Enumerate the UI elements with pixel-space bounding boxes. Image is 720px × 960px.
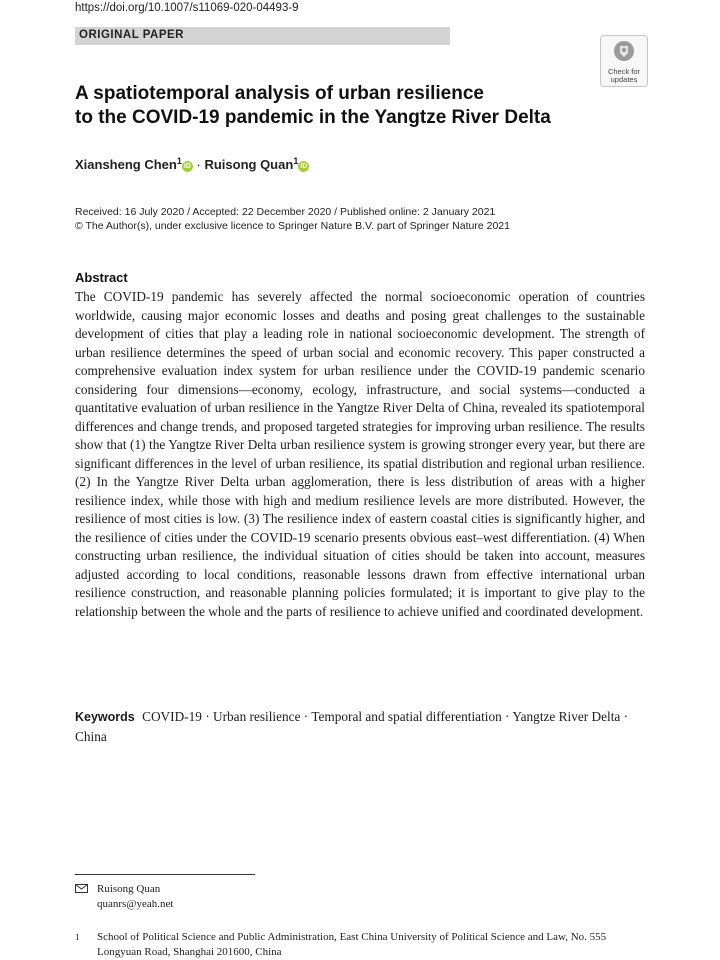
check-for-updates-text (601, 68, 647, 84)
publication-dates (75, 205, 510, 233)
abstract-text: The COVID-19 pandemic has severely affected the normal socioeconomic operation of countries worldwide, causing major economic losses and deaths and posing great challenges to the sustainable development of cities that play a leading role in national socioeconomic development. The strength of urban resilience determines the speed of urban social and economic recovery. This paper constructed a comprehensive evaluation index system for urban resilience under the COVID-19 pandemic scenario considering four dimensions—economy, ecology, infrastructure, and social systems—conducted a quantitative evaluation of urban resilience in the Yangtze River Delta of China, revealed its spatiotemporal differences and change trends, and proposed targeted strategies for improving urban resilience. The results show that (1) the Yangtze River Delta urban resilience system is growing stronger every year, but there are significant differences in the level of urban resilience, its spatial distribution and regional urban resilience. (2) In the Yangtze River Delta urban agglomeration, there is less distribution of areas with a higher resilience index, while those with high and medium resilience levels are more distributed. However, the resilience of most cities is low. (3) The resilience index of eastern coastal cities is significantly higher, and the resilience of cities under the COVID-19 scenario presents obvious east–west differentiation. (4) When constructing urban resilience, the individual situation of cities should be taken into account, measures adjusted according to local conditions, reasonable lessons drawn from effective international urban resilience construction, and reasonable planning policies formulated; it is important to give play to the relationship between the whole and the parts of resilience to achieve unified and coordinated development. (75, 289, 645, 619)
author-list (75, 156, 309, 172)
author-name[interactable]: Ruisong Quan (204, 157, 294, 172)
copyright-notice: © The Author(s), under exclusive licence to Springer Nature B.V. part of Springer Nature 2021 (75, 220, 510, 232)
corresponding-author-name: Ruisong Quan (97, 883, 161, 895)
history-dates: Received: 16 July 2020 / Accepted: 22 December 2020 / Published online: 2 January 2021 (75, 206, 496, 218)
paper-title (75, 82, 595, 130)
check-for-updates-icon (612, 40, 636, 62)
footnote-divider (75, 874, 255, 875)
author-name[interactable]: Xiansheng Chen (75, 157, 177, 172)
affiliation-number: 1 (75, 932, 80, 942)
author-separator: · (196, 157, 201, 172)
paper-title-line2: to the COVID-19 pandemic in the Yangtze River Delta (75, 107, 551, 128)
keywords-text: COVID-19 · Urban resilience · Temporal and spatial differentiation · Yangtze River Delta · China (75, 709, 629, 744)
check-for-updates-line1: Check for (607, 67, 641, 76)
article-type-label: ORIGINAL PAPER (79, 29, 184, 41)
article-type-banner (75, 27, 450, 45)
check-for-updates-line2: updates (610, 75, 638, 84)
abstract-heading: Abstract (75, 270, 128, 285)
check-for-updates-badge[interactable] (600, 35, 648, 87)
keywords-section (75, 707, 645, 746)
orcid-icon[interactable]: iD (183, 163, 191, 170)
author-affiliation-mark: 1 (176, 156, 182, 166)
envelope-icon (75, 884, 88, 893)
orcid-icon[interactable]: iD (300, 163, 308, 170)
corresponding-author-email[interactable]: quanrs@yeah.net (97, 898, 174, 910)
affiliation-text: School of Political Science and Public Administration, East China University of Political Science and Law, No. 555 Longyuan Road, Shanghai 201600, China (97, 931, 607, 958)
author-affiliation-mark: 1 (293, 156, 299, 166)
keywords-label: Keywords (75, 710, 135, 724)
doi-link[interactable]: https://doi.org/10.1007/s11069-020-04493-9 (75, 2, 299, 14)
paper-title-line1: A spatiotemporal analysis of urban resilience (75, 83, 484, 104)
